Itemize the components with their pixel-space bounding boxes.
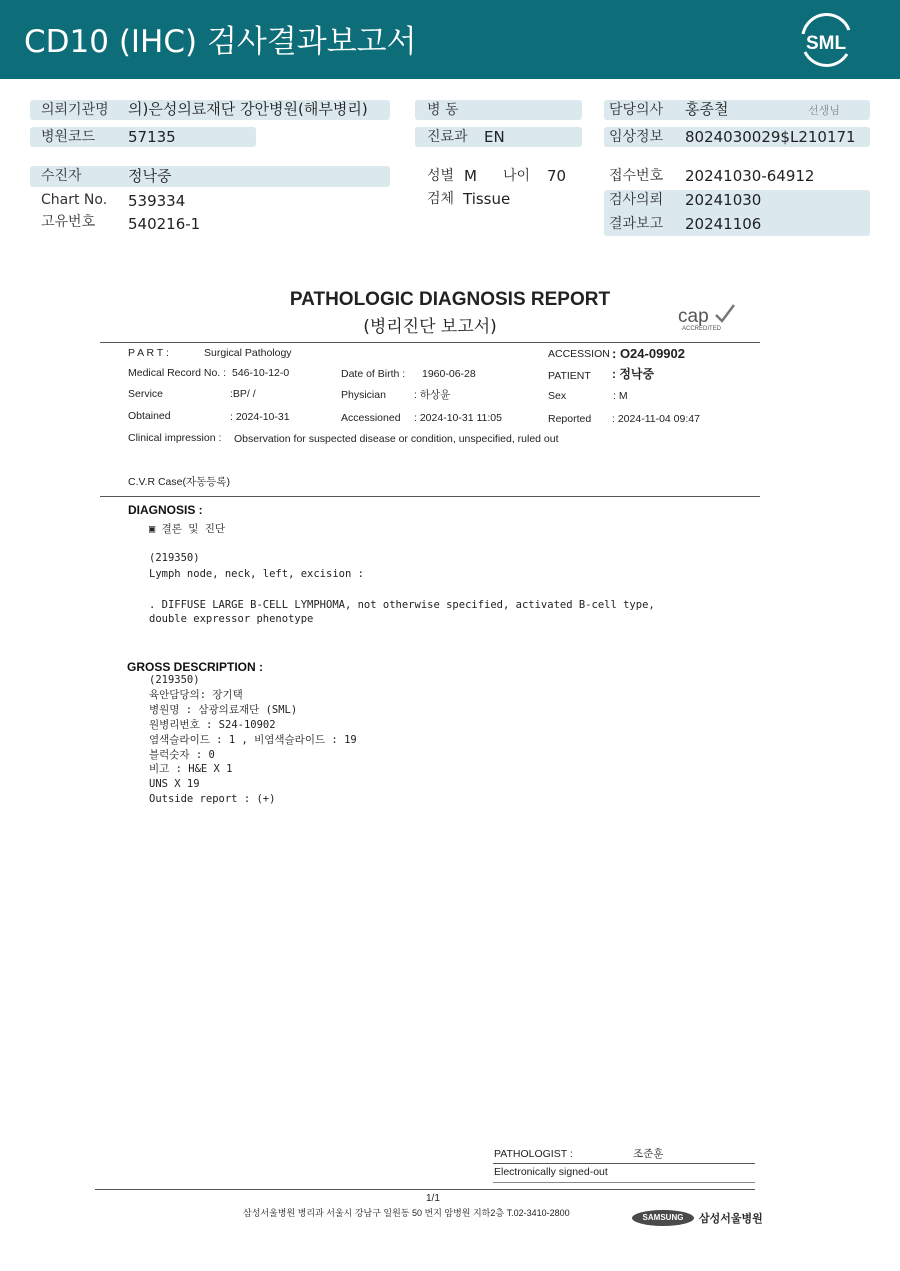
gross-line: (219350)	[149, 674, 200, 686]
page-title: CD10 (IHC) 검사결과보고서	[24, 24, 417, 60]
chart-label: Chart No.	[41, 192, 108, 208]
clinical-label: 임상정보	[609, 129, 664, 145]
service-value: :BP/ /	[230, 388, 256, 400]
patient-value-report: : 정낙중	[612, 367, 655, 381]
hospital-code-label: 병원코드	[41, 129, 96, 145]
physician-label: Physician	[341, 389, 386, 401]
receipt-value: 20241030-64912	[685, 167, 815, 185]
cap-accredited-logo	[676, 301, 738, 331]
gross-line: Outside report : (+)	[149, 793, 276, 805]
patient-label: 수진자	[41, 168, 82, 184]
mrn-value: 546-10-12-0	[232, 367, 290, 379]
dept-label: 진료과	[427, 129, 468, 145]
reported-label: Reported	[548, 413, 592, 425]
report-subtitle: (병리진단 보고서)	[363, 317, 497, 337]
gross-line: 육안담당의: 장기택	[149, 689, 243, 701]
obtained-value: : 2024-10-31	[230, 411, 290, 423]
gross-line: 병원명 : 삼광의료재단 (SML)	[149, 704, 298, 716]
gross-line: 비고 : H&E X 1	[149, 763, 233, 775]
pathologist-value: 조준훈	[633, 1148, 664, 1160]
sex-value: M	[464, 167, 477, 185]
accessioned-label: Accessioned	[341, 412, 401, 424]
institution-label: 의뢰기관명	[41, 102, 109, 118]
request-label: 검사의뢰	[609, 192, 664, 208]
dept-value: EN	[484, 128, 505, 146]
report-top-rule	[100, 342, 760, 343]
unique-label: 고유번호	[41, 214, 96, 230]
mrn-label: Medical Record No. :	[128, 367, 227, 379]
part-value: Surgical Pathology	[204, 347, 292, 359]
accession-label: ACCESSION	[548, 348, 610, 360]
receipt-label: 접수번호	[609, 168, 664, 184]
reported-value: : 2024-11-04 09:47	[612, 413, 700, 425]
accession-value: : O24-09902	[612, 346, 685, 361]
result-label: 결과보고	[609, 216, 664, 232]
footer-rule	[95, 1189, 755, 1190]
gross-heading: GROSS DESCRIPTION :	[127, 660, 264, 674]
obtained-label: Obtained	[128, 410, 171, 422]
report-mid-rule	[100, 496, 760, 497]
cap-logo-subtext: ACCREDITED	[682, 326, 722, 331]
sex-label: 성별	[427, 168, 455, 184]
chart-value: 539334	[128, 192, 186, 210]
accessioned-value: : 2024-10-31 11:05	[414, 412, 502, 424]
patient-label-report: PATIENT	[548, 370, 591, 382]
diagnosis-line: . DIFFUSE LARGE B-CELL LYMPHOMA, not otherwise specified, activated B-cell type,	[149, 599, 655, 611]
diagnosis-line: Lymph node, neck, left, excision :	[149, 568, 364, 580]
sex-value-report: : M	[613, 390, 628, 402]
age-label: 나이	[503, 168, 531, 184]
signed-out: Electronically signed-out	[494, 1166, 608, 1178]
doctor-label: 담당의사	[609, 102, 664, 118]
pathologist-rule	[493, 1163, 755, 1164]
sml-logo-text: SML	[805, 33, 847, 54]
patient-value: 정낙중	[128, 167, 172, 185]
dob-value: 1960-06-28	[422, 368, 476, 380]
institution-value: 의)은성의료재단 강안병원(해부병리)	[128, 100, 368, 118]
pathologist-label: PATHOLOGIST :	[494, 1148, 573, 1160]
result-value: 20241106	[685, 215, 762, 233]
unique-value: 540216-1	[128, 215, 201, 233]
gross-line: 원병리번호 : S24-10902	[149, 719, 276, 731]
clinical-impression-label: Clinical impression :	[128, 432, 222, 444]
clinical-impression-value: Observation for suspected disease or condition, unspecified, ruled out	[234, 433, 559, 445]
samsung-logo: SAMSUNG	[632, 1210, 694, 1226]
footer-hospital-name: 삼성서울병원	[699, 1213, 763, 1225]
age-value: 70	[547, 167, 567, 185]
sml-logo	[795, 12, 857, 68]
gross-line: 블럭숫자 : 0	[149, 749, 215, 761]
request-value: 20241030	[685, 191, 762, 209]
diagnosis-heading: DIAGNOSIS :	[128, 503, 203, 517]
gross-line: UNS X 19	[149, 778, 200, 790]
report-title: PATHOLOGIC DIAGNOSIS REPORT	[289, 289, 611, 310]
diagnosis-line: (219350)	[149, 552, 200, 564]
hospital-code-value: 57135	[128, 128, 176, 146]
part-label: P A R T :	[128, 347, 169, 359]
footer-address: 삼성서울병원 병리과 서울시 강남구 일원동 50 번지 암병원 지하2층 T.02-3410-2800	[243, 1208, 570, 1218]
dob-label: Date of Birth :	[341, 368, 406, 380]
cap-logo-text: cap	[678, 306, 709, 327]
diagnosis-line: ▣ 결론 및 진단	[149, 523, 226, 535]
specimen-label: 검체	[427, 191, 455, 207]
cvr-case: C.V.R Case(자동등록)	[128, 476, 231, 488]
physician-value: : 하상윤	[414, 389, 451, 401]
doctor-value: 홍종철	[685, 100, 729, 118]
clinical-value: 8024030029$L210171	[685, 128, 856, 146]
page-number: 1/1	[426, 1193, 440, 1204]
service-label: Service	[128, 388, 164, 400]
info-bar-patient	[30, 166, 390, 187]
gross-line: 염색슬라이드 : 1 , 비염색슬라이드 : 19	[149, 734, 357, 746]
specimen-value: Tissue	[463, 190, 511, 208]
report-header	[0, 0, 900, 79]
sex-label-report: Sex	[548, 390, 567, 402]
footer-rule-short	[493, 1182, 755, 1183]
doctor-suffix: 선생님	[808, 104, 840, 117]
diagnosis-line: double expressor phenotype	[149, 613, 314, 625]
ward-label: 병 동	[427, 102, 459, 118]
